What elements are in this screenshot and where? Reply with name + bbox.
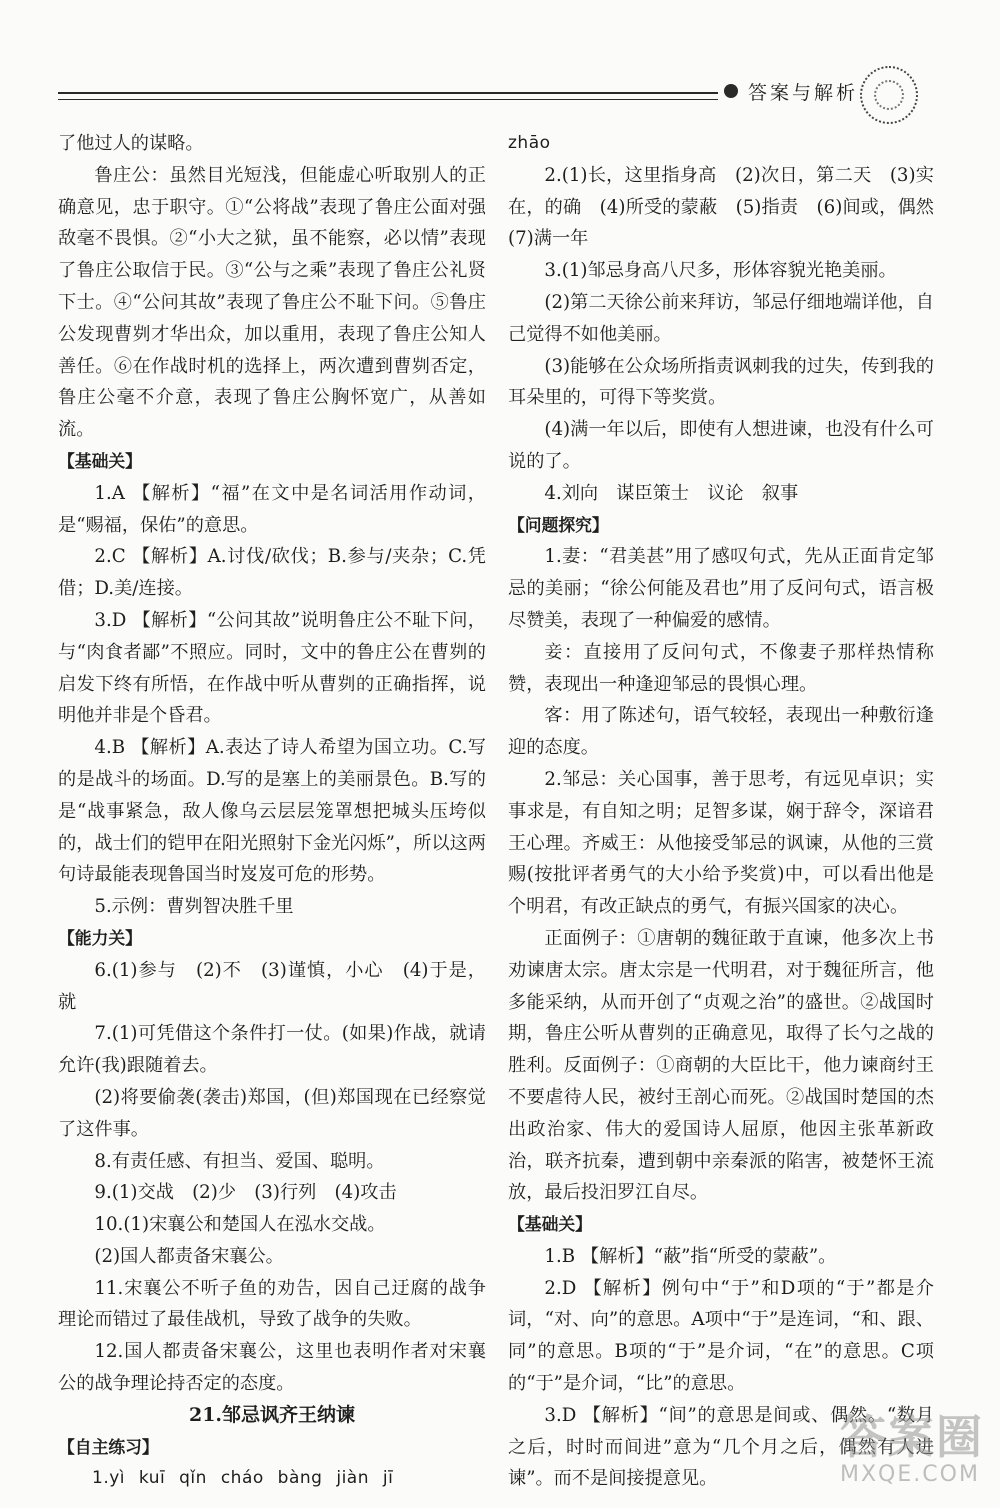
paragraph: 10.(1)宋襄公和楚国人在泓水交战。 [94, 1214, 386, 1236]
paragraph: 2.C 【解析】A.讨伐/砍伐；B.参与/夹杂；C.凭借；D.美/连接。 [58, 546, 486, 600]
paragraph: 2.邹忌：关心国事，善于思考，有远见卓识；实事求是，有自知之明；足智多谋，娴于辞令，深谙君王心理。齐威王：从他接受邹忌的讽谏，从他的三赏赐(按批评者勇气的大小给予奖赏)中，可以看出他是个明君，有改正缺点的勇气，有振兴国家的决心。 [508, 768, 934, 918]
paragraph: (2)国人都责备宋襄公。 [94, 1245, 284, 1267]
section-heading: 【自主练习】 [58, 1436, 159, 1457]
pinyin-line: 1.yì kuī qǐn cháo bàng jiàn jī [92, 1468, 394, 1489]
paragraph: (3)能够在公众场所指责讽刺我的过失，传到我的耳朵里的，可得下等奖赏。 [508, 355, 934, 409]
paragraph: 7.(1)可凭借这个条件打一仗。(如果)作战，就请允许(我)跟随着去。 [58, 1023, 486, 1077]
paragraph: (2)将要偷袭(袭击)郑国，(但)郑国现在已经察觉了这件事。 [58, 1086, 486, 1140]
section-heading: 【基础关】 [508, 1214, 592, 1235]
section-heading: 【问题探究】 [508, 514, 609, 535]
right-column [508, 128, 953, 1495]
paragraph: 12.国人都责备宋襄公，这里也表明作者对宋襄公的战争理论持否定的态度。 [58, 1341, 486, 1395]
paragraph: (2)第二天徐公前来拜访，邹忌仔细地端详他，自己觉得不如他美丽。 [508, 291, 934, 345]
paragraph: 2.(1)长，这里指身高 (2)次日，第二天 (3)实在，的确 (4)所受的蒙蔽 (5)指责 (6)间或，偶然 (7)满一年 [508, 164, 953, 250]
paragraph: 1.A 【解析】“福”在文中是名词活用作动词，是“赐福，保佑”的意思。 [58, 482, 486, 536]
paragraph: 1.妻：“君美甚”用了感叹句式，先从正面肯定邹忌的美丽；“徐公何能及君也”用了反问句式，语言极尽赞美，表现了一种偏爱的感情。 [508, 546, 934, 631]
paragraph: 9.(1)交战 (2)少 (3)行列 (4)攻击 [94, 1182, 397, 1204]
paragraph: (4)满一年以后，即使有人想进谏，也没有什么可说的了。 [508, 419, 934, 472]
watermark-logo: 答案圈 [840, 1410, 984, 1464]
header-rule-thin [58, 99, 718, 100]
pinyin-line: zhāo [508, 133, 551, 153]
paragraph: 3.(1)邹忌身高八尺多，形体容貌光艳美丽。 [544, 260, 897, 282]
watermark [840, 1412, 990, 1502]
chapter-title: 21.邹忌讽齐王纳谏 [188, 1403, 356, 1426]
paragraph: 11.宋襄公不听子鱼的劝告，因自己迂腐的战争理论而错过了最佳战机，导致了战争的失败。 [58, 1277, 486, 1331]
page-header-title: 答案与解析 [748, 82, 859, 104]
paragraph: 客：用了陈述句，语气较轻，表现出一种敷衍逢迎的态度。 [508, 705, 934, 759]
paragraph: 鲁庄公：虽然目光短浅，但能虚心听取别人的正确意见，忠于职守。①“公将战”表现了鲁庄公面对强敌毫不畏惧。②“小大之狱，虽不能察，必以情”表现了鲁庄公取信于民。③“公与之乘”表现了鲁庄公礼贤下士。④“公问其故”表现了鲁庄公不耻下问。⑤鲁庄公发现曹刿才华出众，加以重用，表现了鲁庄公知人善任。⑥在作战时机的选择上，两次遭到曹刿否定，鲁庄公毫不介意，表现了鲁庄公胸怀宽广，从善如流。 [58, 164, 486, 441]
paragraph: 了他过人的谋略。 [58, 133, 204, 154]
paragraph: 4.刘向 谋臣策士 议论 叙事 [544, 482, 799, 504]
paragraph: 6.(1)参与 (2)不 (3)谨慎，小心 (4)于是，就 [58, 959, 486, 1013]
watermark-url: MXQE.COM [840, 1462, 980, 1487]
header-ornament-icon [860, 66, 918, 124]
paragraph: 1.B 【解析】“蔽”指“所受的蒙蔽”。 [544, 1245, 837, 1267]
section-heading: 【基础关】 [58, 450, 142, 471]
paragraph: 3.D 【解析】“公问其故”说明鲁庄公不耻下问，与“肉食者鄙”不照应。同时，文中的鲁庄公在曹刿的启发下终有所悟，在作战中听从曹刿的正确指挥，说明他并非是个昏君。 [58, 609, 486, 727]
paragraph: 4.B 【解析】A.表达了诗人希望为国立功。C.写的是战斗的场面。D.写的是塞上的美丽景色。B.写的是“战事紧急，敌人像乌云层层笼罩想把城头压垮似的，战士们的铠甲在阳光照射下金光闪烁”，所以这两句诗最能表现鲁国当时岌岌可危的形势。 [58, 737, 486, 886]
header-rule [58, 92, 718, 94]
section-heading: 【能力关】 [58, 927, 142, 948]
header-bullet-icon [724, 84, 738, 98]
paragraph: 8.有责任感、有担当、爱国、聪明。 [94, 1150, 385, 1172]
paragraph: 妾：直接用了反问句式，不像妻子那样热情称赞，表现出一种逢迎邹忌的畏惧心理。 [508, 641, 934, 695]
paragraph: 3.D 【解析】“间”的意思是间或、偶然。“数月之后，时时而间进”意为“几个月之后，偶然有人进谏”。而不是间接提意见。 [508, 1404, 934, 1490]
paragraph: 正面例子：①唐朝的魏征敢于直谏，他多次上书劝谏唐太宗。唐太宗是一代明君，对于魏征所言，他多能采纳，从而开创了“贞观之治”的盛世。②战国时期，鲁庄公听从曹刿的正确意见，取得了长勺之战的胜利。反面例子：①商朝的大臣比干，他力谏商纣王不要虐待人民，被纣王剖心而死。②战国时楚国的杰出政治家、伟大的爱国诗人屈原，他因主张革新政治，联齐抗秦，遭到朝中亲秦派的陷害，被楚怀王流放，最后投汨罗江自尽。 [508, 927, 934, 1204]
paragraph: 2.D 【解析】例句中“于”和D项的“于”都是介词，“对、向”的意思。A项中“于”是连词，“和、跟、同”的意思。B项的“于”是介词，“在”的意思。C项的“于”是介词，“比”的意思。 [508, 1277, 934, 1395]
left-column [58, 128, 486, 1495]
paragraph: 5.示例：曹刿智决胜千里 [94, 896, 294, 918]
